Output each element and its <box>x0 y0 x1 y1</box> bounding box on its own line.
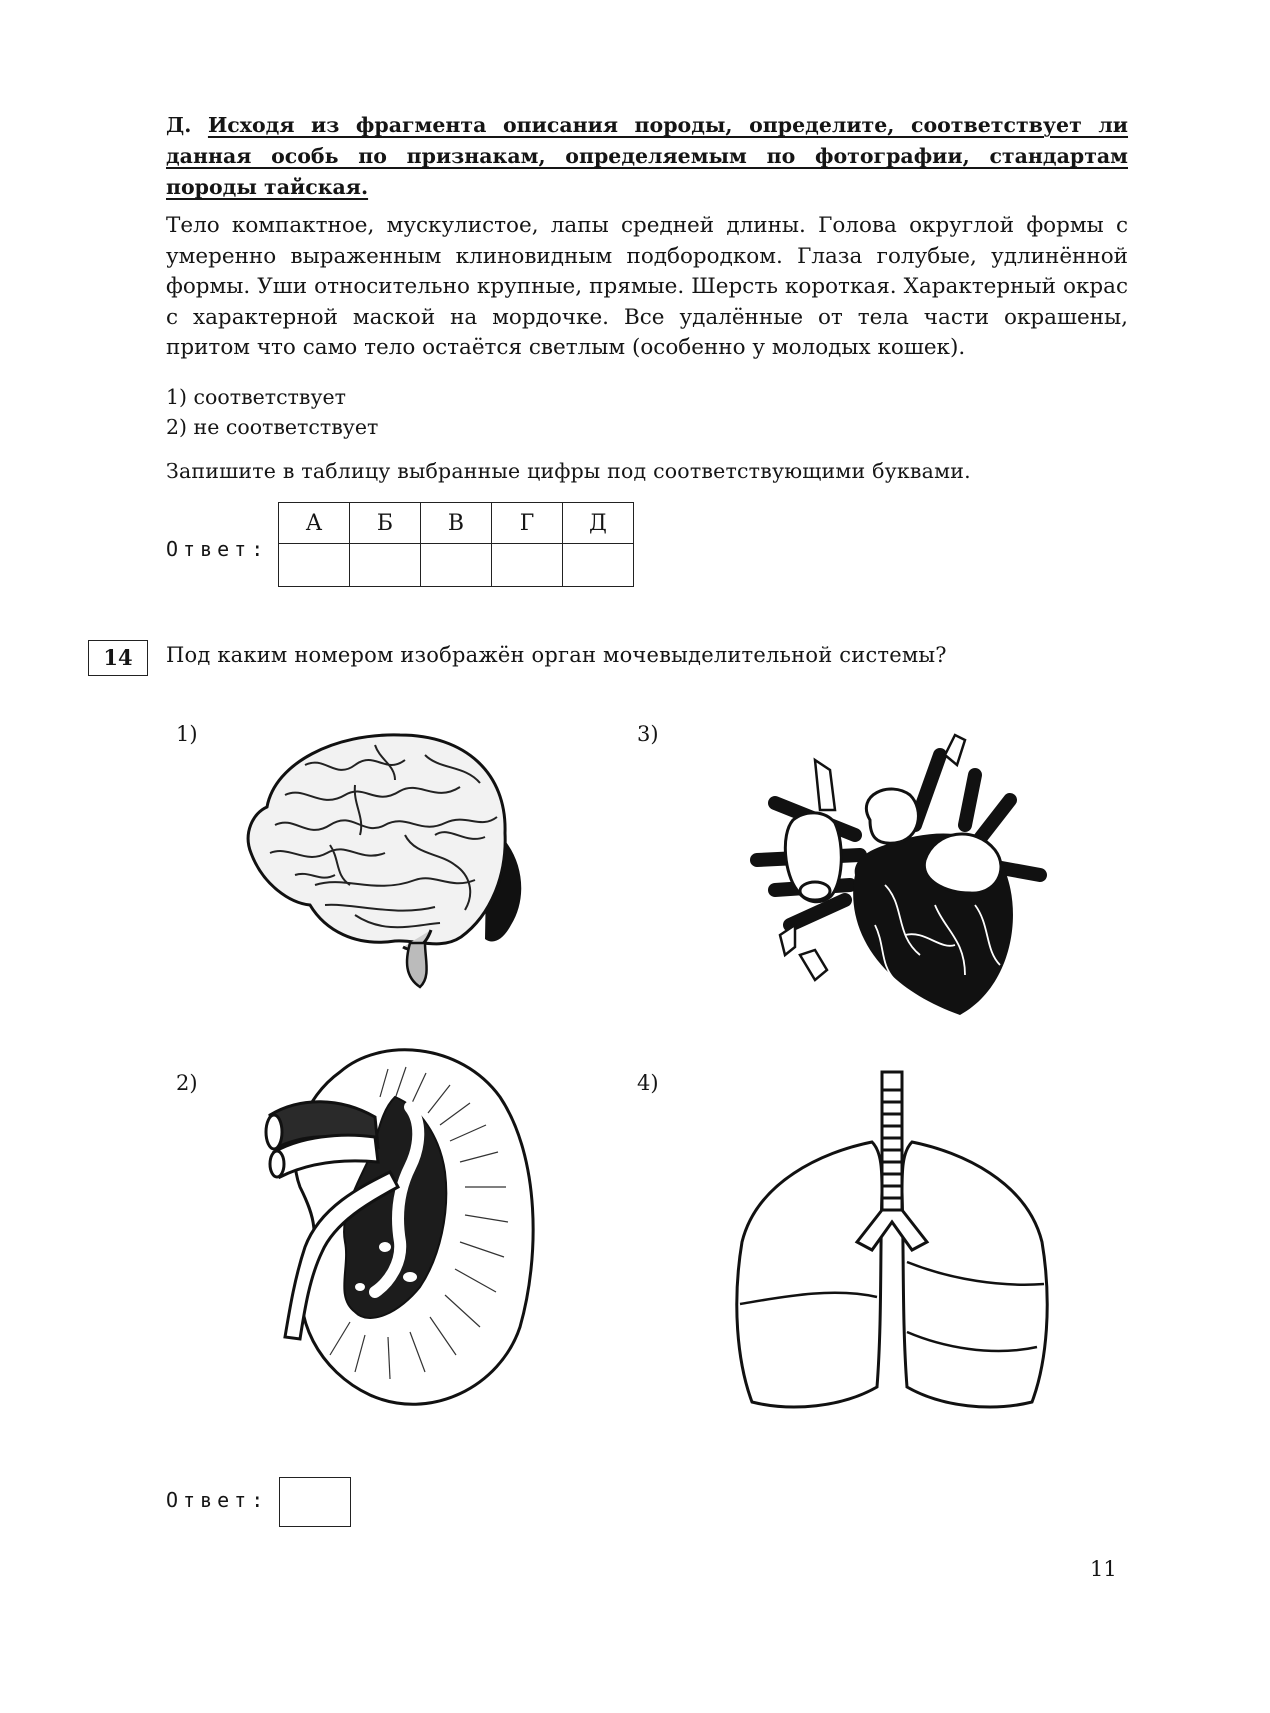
page-number: 11 <box>1090 1557 1117 1581</box>
option-2: 2) не соответствует <box>166 414 379 439</box>
answer-label-14: Ответ: <box>166 1488 269 1512</box>
section-d-prompt <box>166 110 1128 203</box>
answer-table-header: Д <box>563 503 634 544</box>
question-number: 14 <box>88 640 148 676</box>
instruction: Запишите в таблицу выбранные цифры под соответствующими буквами. <box>166 458 971 483</box>
answer-cell-a[interactable] <box>279 544 350 587</box>
heart-illustration[interactable] <box>735 715 1055 1015</box>
answer-cell-v[interactable] <box>421 544 492 587</box>
figure-label-2: 2) <box>176 1071 198 1095</box>
figure-label-1: 1) <box>176 722 198 746</box>
breed-description: Тело компактное, мускулистое, лапы средней длины. Голова округлой формы с умеренно выраженным клиновидным подбородком. Глаза голубые, удлинённой формы. Уши относительно крупные, прямые. Шерсть короткая. Характерный окрас с характерной маской на мордочке. Все удалённые от тела части окрашены, притом что само тело остаётся светлым (особенно у молодых кошек). <box>166 213 1128 360</box>
section-d-prompt-text: Исходя из фрагмента описания породы, определите, соответствует ли данная особь по признакам, определяемым по фотографии, стандартам породы тайская. <box>166 113 1129 199</box>
answer-table <box>278 502 634 587</box>
answer-label-13: Ответ: <box>166 537 269 561</box>
kidney-illustration[interactable] <box>260 1037 560 1412</box>
brain-illustration[interactable] <box>235 725 565 985</box>
answer-table-header: Б <box>350 503 421 544</box>
answer-cell-d[interactable] <box>563 544 634 587</box>
answer-cell-g[interactable] <box>492 544 563 587</box>
figure-label-4: 4) <box>637 1071 659 1095</box>
option-1: 1) соответствует <box>166 384 346 409</box>
question-text: Под каким номером изображён орган мочевыделительной системы? <box>166 643 947 667</box>
answer-table-header: В <box>421 503 492 544</box>
answer-table-header: А <box>279 503 350 544</box>
options-list <box>166 382 1128 442</box>
answer-box-14[interactable] <box>279 1477 351 1527</box>
answer-table-header: Г <box>492 503 563 544</box>
section-d <box>166 110 1128 486</box>
figure-label-3: 3) <box>637 722 659 746</box>
answer-cell-b[interactable] <box>350 544 421 587</box>
lungs-illustration[interactable] <box>732 1072 1052 1412</box>
section-d-letter: Д. <box>166 113 192 137</box>
